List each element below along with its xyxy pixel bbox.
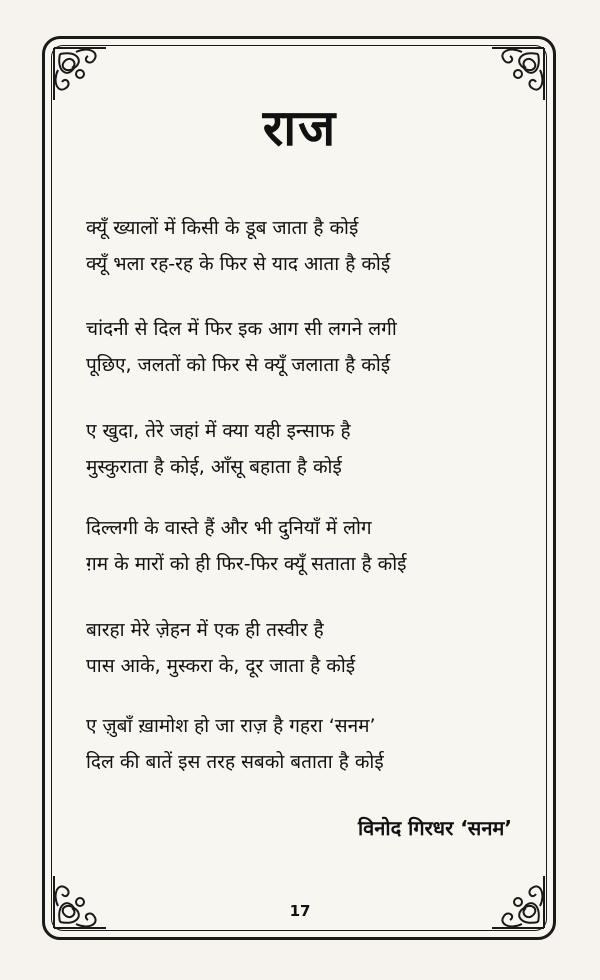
stanza: [86, 510, 510, 582]
page-border-inner: [51, 45, 547, 931]
page-border: [42, 36, 556, 940]
poem-author: विनोद गिरधर ‘सनम’: [357, 816, 512, 840]
poem-line: बारहा मेरे ज़ेहन में एक ही तस्वीर है: [86, 619, 324, 641]
stanza: [86, 413, 510, 485]
poem-line: दिल्लगी के वास्ते हैं और भी दुनियाँ में लोग: [86, 517, 372, 539]
poem-line: पास आके, मुस्करा के, दूर जाता है कोई: [86, 655, 356, 677]
poem-line: ग़म के मारों को ही फिर-फिर क्यूँ सताता है कोई: [86, 553, 407, 575]
stanza: [86, 612, 510, 684]
poem-line: ए ज़ुबाँ ख़ामोश हो जा राज़ है गहरा ‘सनम’: [86, 715, 376, 737]
stanza: [86, 311, 510, 383]
page-number: 17: [289, 902, 311, 920]
poem-title: राज: [262, 99, 338, 157]
stanza: [86, 708, 510, 780]
poem-line: दिल की बातें इस तरह सबको बताता है कोई: [86, 751, 384, 773]
poem-line: ए खुदा, तेरे जहां में क्या यही इन्साफ है: [86, 420, 351, 442]
poem-line: क्यूँ भला रह-रह के फिर से याद आता है कोई: [86, 253, 391, 275]
poem-line: क्यूँ ख्यालों में किसी के डूब जाता है कोई: [86, 217, 359, 239]
poem-line: चांदनी से दिल में फिर इक आग सी लगने लगी: [86, 318, 397, 340]
poem-line: पूछिए, जलतों को फिर से क्यूँ जलाता है कोई: [86, 354, 391, 376]
stanza: [86, 210, 510, 282]
poem-line: मुस्कुराता है कोई, आँसू बहाता है कोई: [86, 456, 342, 478]
